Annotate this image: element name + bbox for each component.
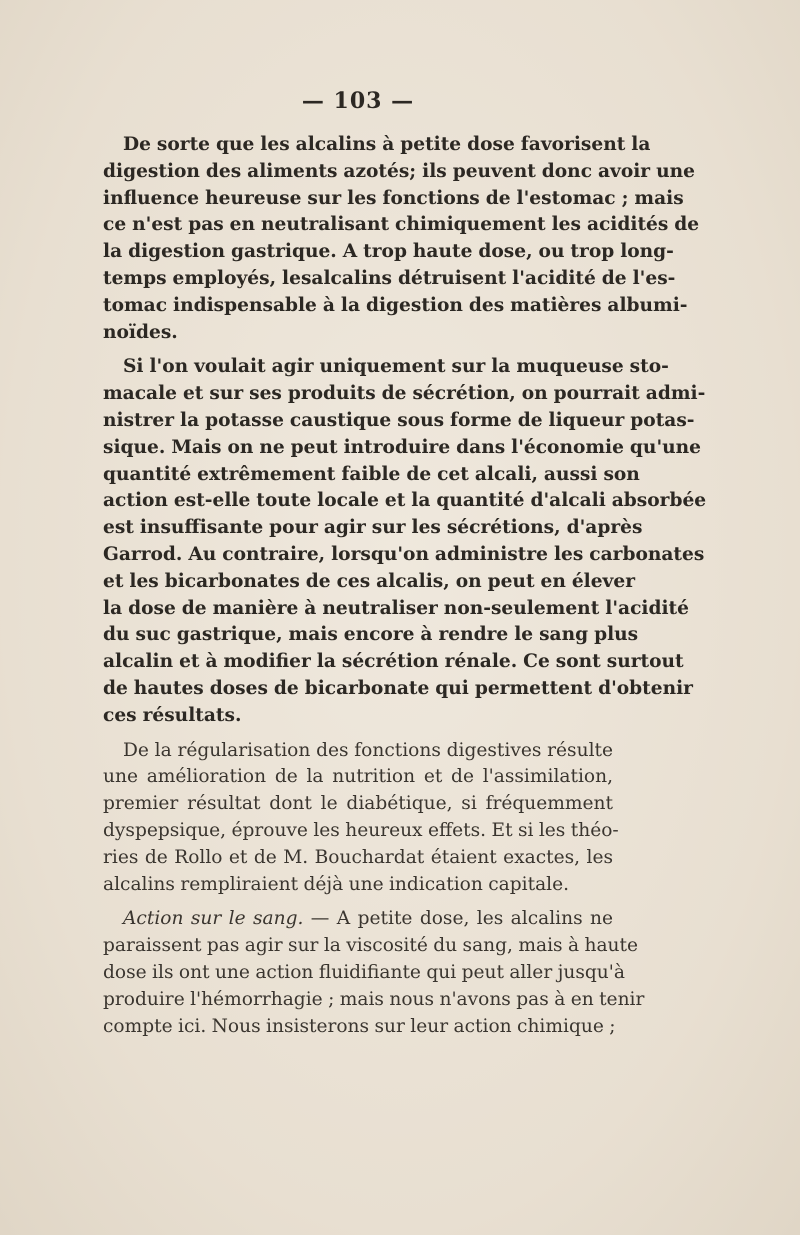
paragraph-3	[103, 738, 619, 899]
text-line: tomac indispensable à la digestion des matières albumi-	[103, 294, 688, 316]
book-page	[103, 88, 707, 1040]
text-line: Si l'on voulait agir uniquement sur la muqueuse sto-	[123, 356, 669, 378]
text-line: alcalins rempliraient déjà une indication capitale.	[103, 873, 570, 895]
text-line: De sorte que les alcalins à petite dose favorisent la	[123, 134, 651, 155]
section-heading: Action sur le sang.	[123, 908, 304, 930]
text-line: paraissent pas agir sur la viscosité du sang, mais à haute	[103, 935, 638, 957]
text-line: est insuffisante pour agir sur les sécrétions, d'après	[103, 517, 643, 539]
text-line: ces résultats.	[103, 704, 242, 726]
text-line: digestion des aliments azotés; ils peuvent donc avoir une	[103, 160, 695, 182]
text-line: ce n'est pas en neutralisant chimiquement les acidités de	[103, 214, 700, 236]
paragraph-1	[103, 132, 700, 346]
text-line: du suc gastrique, mais encore à rendre le sang plus	[103, 624, 639, 646]
paragraph-2	[103, 354, 707, 729]
text-line: quantité extrêmement faible de cet alcali, aussi son	[103, 463, 640, 485]
text-line: nistrer la potasse caustique sous forme de liqueur potas-	[103, 409, 695, 431]
text-line: ries de Rollo et de M. Bouchardat étaient exactes, les	[103, 846, 613, 868]
text-line: macale et sur ses produits de sécrétion, on pourrait admi-	[103, 383, 706, 405]
text-line: de hautes doses de bicarbonate qui permettent d'obtenir	[103, 677, 693, 699]
text-line: une amélioration de la nutrition et de l'assimilation,	[103, 766, 613, 788]
text-line: Garrod. Au contraire, lorsqu'on administre les carbonates	[103, 543, 705, 565]
text-fragment: — A petite dose, les alcalins ne	[303, 908, 613, 930]
text-line: produire l'hémorrhagie ; mais nous n'avons pas à en tenir	[103, 988, 645, 1010]
text-line: premier résultat dont le diabétique, si fréquemment	[103, 793, 613, 815]
text-line: influence heureuse sur les fonctions de l'estomac ; mais	[103, 187, 684, 209]
paragraph-4	[103, 906, 645, 1040]
text-line: noïdes.	[103, 321, 178, 343]
text-line: temps employés, lesalcalins détruisent l'acidité de l'es-	[103, 267, 676, 289]
text-line	[103, 906, 613, 933]
text-line: et les bicarbonates de ces alcalis, on peut en élever	[103, 570, 635, 592]
text-line: la digestion gastrique. A trop haute dose, ou trop long-	[103, 241, 674, 263]
text-line: compte ici. Nous insisterons sur leur action chimique ;	[103, 1015, 616, 1037]
text-line: dose ils ont une action fluidifiante qui peut aller jusqu'à	[103, 961, 625, 983]
page-number: — 103 —	[301, 88, 415, 114]
text-line: action est-elle toute locale et la quantité d'alcali absorbée	[103, 490, 707, 512]
text-line: dyspepsique, éprouve les heureux effets. Et si les théo-	[103, 819, 619, 841]
text-line: sique. Mais on ne peut introduire dans l'économie qu'une	[103, 436, 701, 458]
text-line: la dose de manière à neutraliser non-seulement l'acidité	[103, 597, 689, 619]
text-line: De la régularisation des fonctions digestives résulte	[123, 739, 613, 761]
text-line: alcalin et à modifier la sécrétion rénale. Ce sont surtout	[103, 651, 684, 673]
